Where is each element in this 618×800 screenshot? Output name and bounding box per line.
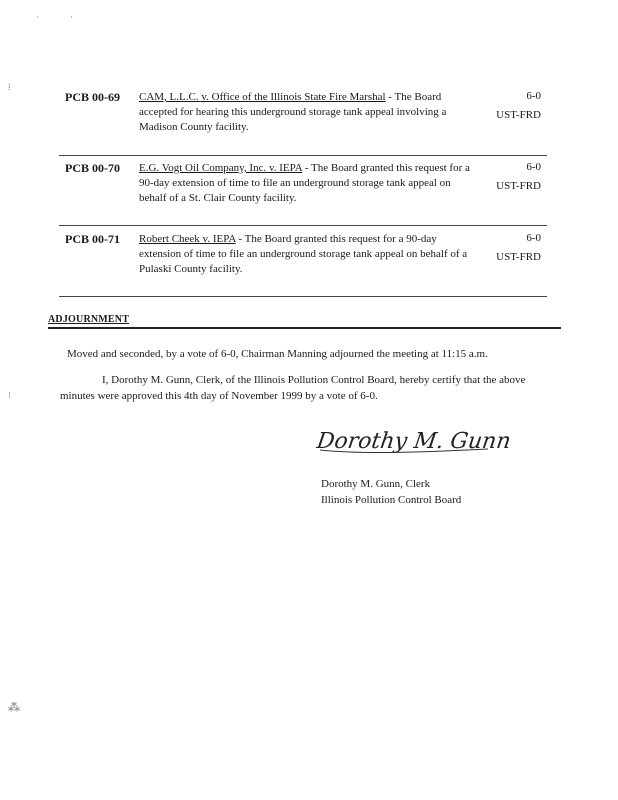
signer-block — [321, 476, 461, 508]
scan-speck: ⁝ — [8, 390, 11, 400]
case-description — [139, 232, 479, 277]
case-vote: 6-0 — [526, 90, 541, 102]
case-number: PCB 00-71 — [65, 232, 120, 246]
case-number: PCB 00-70 — [65, 161, 120, 175]
case-description — [139, 90, 479, 135]
case-type: UST-FRD — [496, 109, 541, 121]
divider — [59, 155, 547, 156]
case-text: - The Board accepted for hearing this underground storage tank appeal involving a Madison County facility. — [139, 91, 447, 133]
case-vote: 6-0 — [526, 232, 541, 244]
case-entry — [59, 90, 547, 150]
scan-speck: · — [70, 12, 73, 22]
case-title: E.G. Vogt Oil Company, Inc. v. IEPA — [139, 162, 303, 174]
case-title: Robert Cheek v. IEPA — [139, 233, 236, 245]
signer-name: Dorothy M. Gunn, Clerk — [321, 478, 431, 490]
divider — [59, 225, 547, 226]
case-entry — [59, 232, 547, 292]
scan-speck: ⁞ — [8, 82, 11, 92]
signer-organization: Illinois Pollution Control Board — [321, 494, 462, 506]
section-rule — [48, 327, 561, 329]
case-vote: 6-0 — [526, 161, 541, 173]
case-text: - The Board granted this request for a 90-day extension of time to file an underground storage tank appeal on behalf of a Pulaski County facility. — [139, 233, 468, 275]
case-text: - The Board granted this request for a 90-day extension of time to file an underground storage tank appeal on behalf of a St. Clair County facility. — [139, 162, 470, 204]
case-type: UST-FRD — [496, 180, 541, 192]
scan-speck: ⁂ — [8, 700, 20, 714]
case-type: UST-FRD — [496, 251, 541, 263]
case-description — [139, 161, 479, 206]
case-number: PCB 00-69 — [65, 90, 120, 104]
divider — [59, 296, 547, 297]
case-entry — [59, 161, 547, 221]
handwritten-signature — [315, 420, 513, 460]
certification-paragraph: I, Dorothy M. Gunn, Clerk, of the Illinois Pollution Control Board, hereby certify that the above minutes were approved this 4th day of November 1999 by a vote of 6-0. — [60, 374, 526, 402]
svg-text:Dorothy M. Gunn: Dorothy M. Gunn — [315, 428, 513, 454]
scan-speck: · — [36, 12, 39, 22]
section-heading: ADJOURNMENT — [48, 314, 130, 325]
adjournment-motion: Moved and seconded, by a vote of 6-0, Chairman Manning adjourned the meeting at 11:15 a.m. — [67, 348, 488, 360]
case-title: CAM, L.L.C. v. Office of the Illinois State Fire Marshal — [139, 91, 386, 103]
